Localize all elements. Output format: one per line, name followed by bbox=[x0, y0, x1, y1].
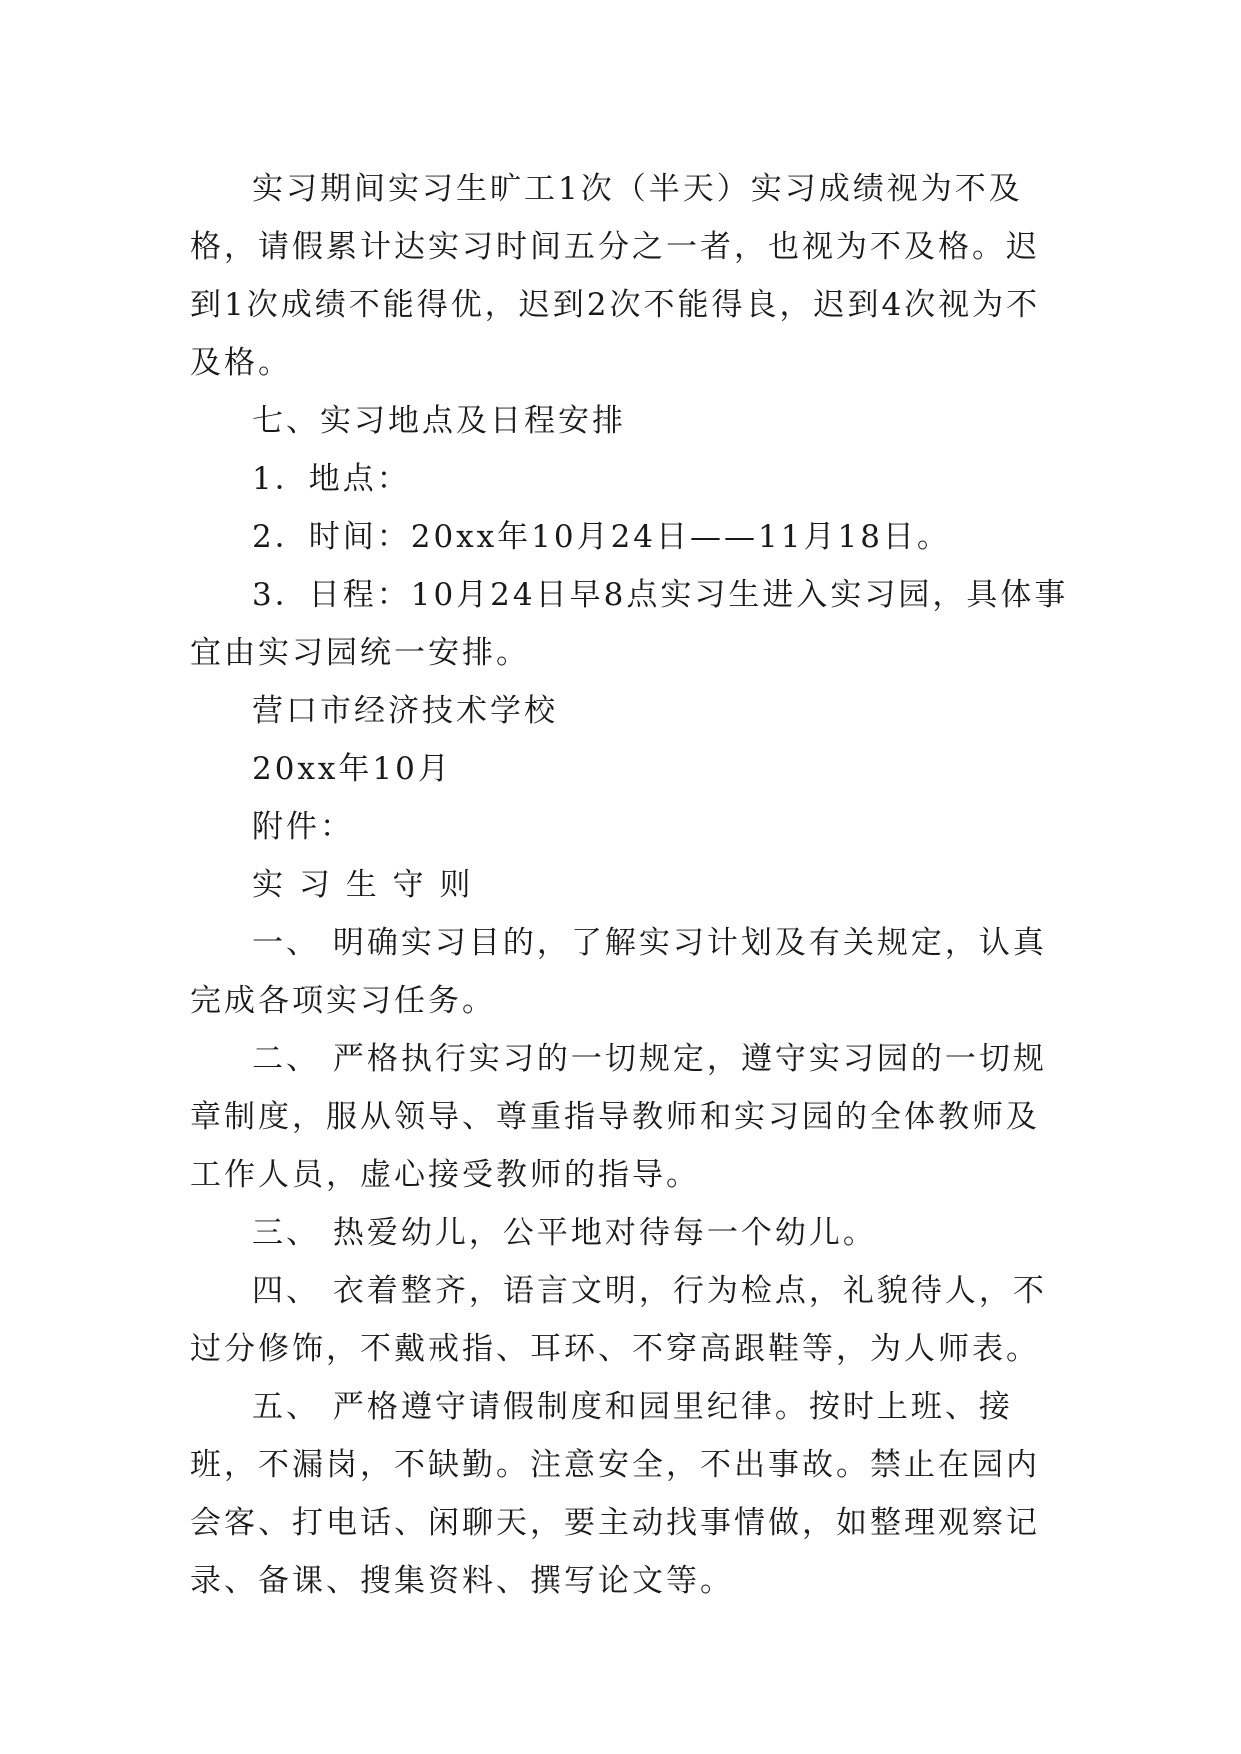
rule-item-4: 四、 衣着整齐，语言文明，行为检点，礼貌待人，不过分修饰，不戴戒指、耳环、不穿高跟鞋等，为人师表。 bbox=[190, 1273, 1047, 1367]
attachment-label: 附件： bbox=[252, 809, 354, 845]
section-heading-location-schedule: 七、实习地点及日程安排 bbox=[252, 403, 626, 439]
rule-item-2: 二、 严格执行实习的一切规定，遵守实习园的一切规章制度，服从领导、尊重指导教师和实习园的全体教师及工作人员，虚心接受教师的指导。 bbox=[190, 1041, 1047, 1193]
paragraph-absence-rules: 实习期间实习生旷工1次（半天）实习成绩视为不及格，请假累计达实习时间五分之一者，也视为不及格。迟到1次成绩不能得优，迟到2次不能得良，迟到4次视为不及格。 bbox=[190, 171, 1041, 381]
list-item-location: 1．地点： bbox=[252, 461, 411, 497]
rule-item-3: 三、 热爱幼儿，公平地对待每一个幼儿。 bbox=[252, 1215, 877, 1251]
signature-school: 营口市经济技术学校 bbox=[252, 693, 558, 729]
signature-date: 20xx年10月 bbox=[252, 751, 452, 787]
attachment-title: 实 习 生 守 则 bbox=[252, 867, 474, 903]
document-body bbox=[190, 160, 1070, 1610]
rule-item-1: 一、 明确实习目的，了解实习计划及有关规定，认真完成各项实习任务。 bbox=[190, 925, 1047, 1019]
rule-item-5: 五、 严格遵守请假制度和园里纪律。按时上班、接班，不漏岗，不缺勤。注意安全，不出事故。禁止在园内会客、打电话、闲聊天，要主动找事情做，如整理观察记录、备课、搜集资料、撰写论文等。 bbox=[190, 1389, 1040, 1599]
list-item-schedule: 3．日程：10月24日早8点实习生进入实习园，具体事宜由实习园统一安排。 bbox=[190, 577, 1069, 671]
list-item-time: 2．时间：20xx年10月24日——11月18日。 bbox=[252, 519, 951, 555]
